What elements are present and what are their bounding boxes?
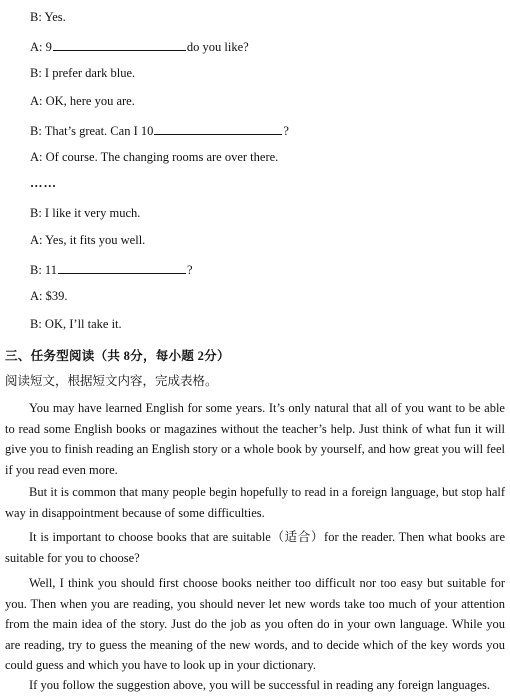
answer-blank-10[interactable] xyxy=(154,122,282,135)
dialogue-line xyxy=(30,94,135,109)
paragraph-text: You may have learned English for some years. It’s only natural that all of you want to be able to read some English books or magazines without the teacher’s help. Just think of what fun it will give you to finish reading an English story or a whole book by yourself, and how great you will feel if you read even more. xyxy=(5,401,505,477)
dialogue-line xyxy=(30,150,278,165)
dialogue-line xyxy=(30,317,122,332)
dialogue-line-blank-11 xyxy=(30,261,193,278)
passage-paragraph xyxy=(5,398,505,480)
dialogue-line xyxy=(30,10,66,25)
dialogue-text: B: I like it very much. xyxy=(30,206,141,220)
dialogue-line-blank-9 xyxy=(30,38,249,55)
dialogue-text: B: OK, I’ll take it. xyxy=(30,317,122,331)
dialogue-text: A: OK, here you are. xyxy=(30,94,135,108)
answer-blank-9[interactable] xyxy=(53,38,186,51)
dialogue-line xyxy=(30,206,140,221)
dialogue-suffix: ? xyxy=(283,124,289,138)
passage-paragraph xyxy=(5,573,505,676)
dialogue-prefix: B: That’s great. Can I 10 xyxy=(30,124,154,138)
paragraph-text: If you follow the suggestion above, you will be successful in reading any foreign languages. xyxy=(29,678,490,692)
section-heading: 三、任务型阅读（共 8分，每小题 2分） xyxy=(5,349,230,363)
dialogue-line xyxy=(30,66,135,81)
answer-blank-11[interactable] xyxy=(58,261,186,274)
dialogue-text: A: Of course. The changing rooms are over there. xyxy=(30,150,279,164)
dialogue-text: A: $39. xyxy=(30,289,68,303)
dialogue-suffix: ? xyxy=(186,263,193,277)
dialogue-text: …… xyxy=(30,176,57,190)
passage-paragraph xyxy=(5,527,505,568)
dialogue-suffix: do you like? xyxy=(186,40,249,54)
dialogue-ellipsis xyxy=(30,176,57,191)
dialogue-line xyxy=(30,289,68,304)
paragraph-text: It is important to choose books that are suitable（适合）for the reader. Then what books are suitable for you to choose? xyxy=(5,530,505,565)
passage-paragraph xyxy=(5,482,505,523)
dialogue-text: B: Yes. xyxy=(30,10,66,24)
dialogue-text: B: I prefer dark blue. xyxy=(30,66,136,80)
paragraph-text: Well, I think you should first choose books neither too difficult nor too easy but suitable for you. Then when you are reading, you should never let new words take too much of your attention from the main idea of the story. Just do the job as you often do in your own language. While you are reading, try to guess the meaning of the new words, and to decide which of the key words you could guess and which you have to look up in your dictionary. xyxy=(5,576,505,672)
paragraph-text: But it is common that many people begin hopefully to read in a foreign language, but stop half way in disappointment because of some difficulties. xyxy=(5,485,505,520)
dialogue-line xyxy=(30,233,145,248)
dialogue-text: A: Yes, it fits you well. xyxy=(30,233,146,247)
instruction-text: 阅读短文，根据短文内容，完成表格。 xyxy=(5,374,218,388)
dialogue-prefix: B: 11 xyxy=(30,263,57,277)
dialogue-prefix: A: 9 xyxy=(30,40,52,54)
passage-paragraph xyxy=(5,675,505,696)
dialogue-line-blank-10 xyxy=(30,122,289,139)
